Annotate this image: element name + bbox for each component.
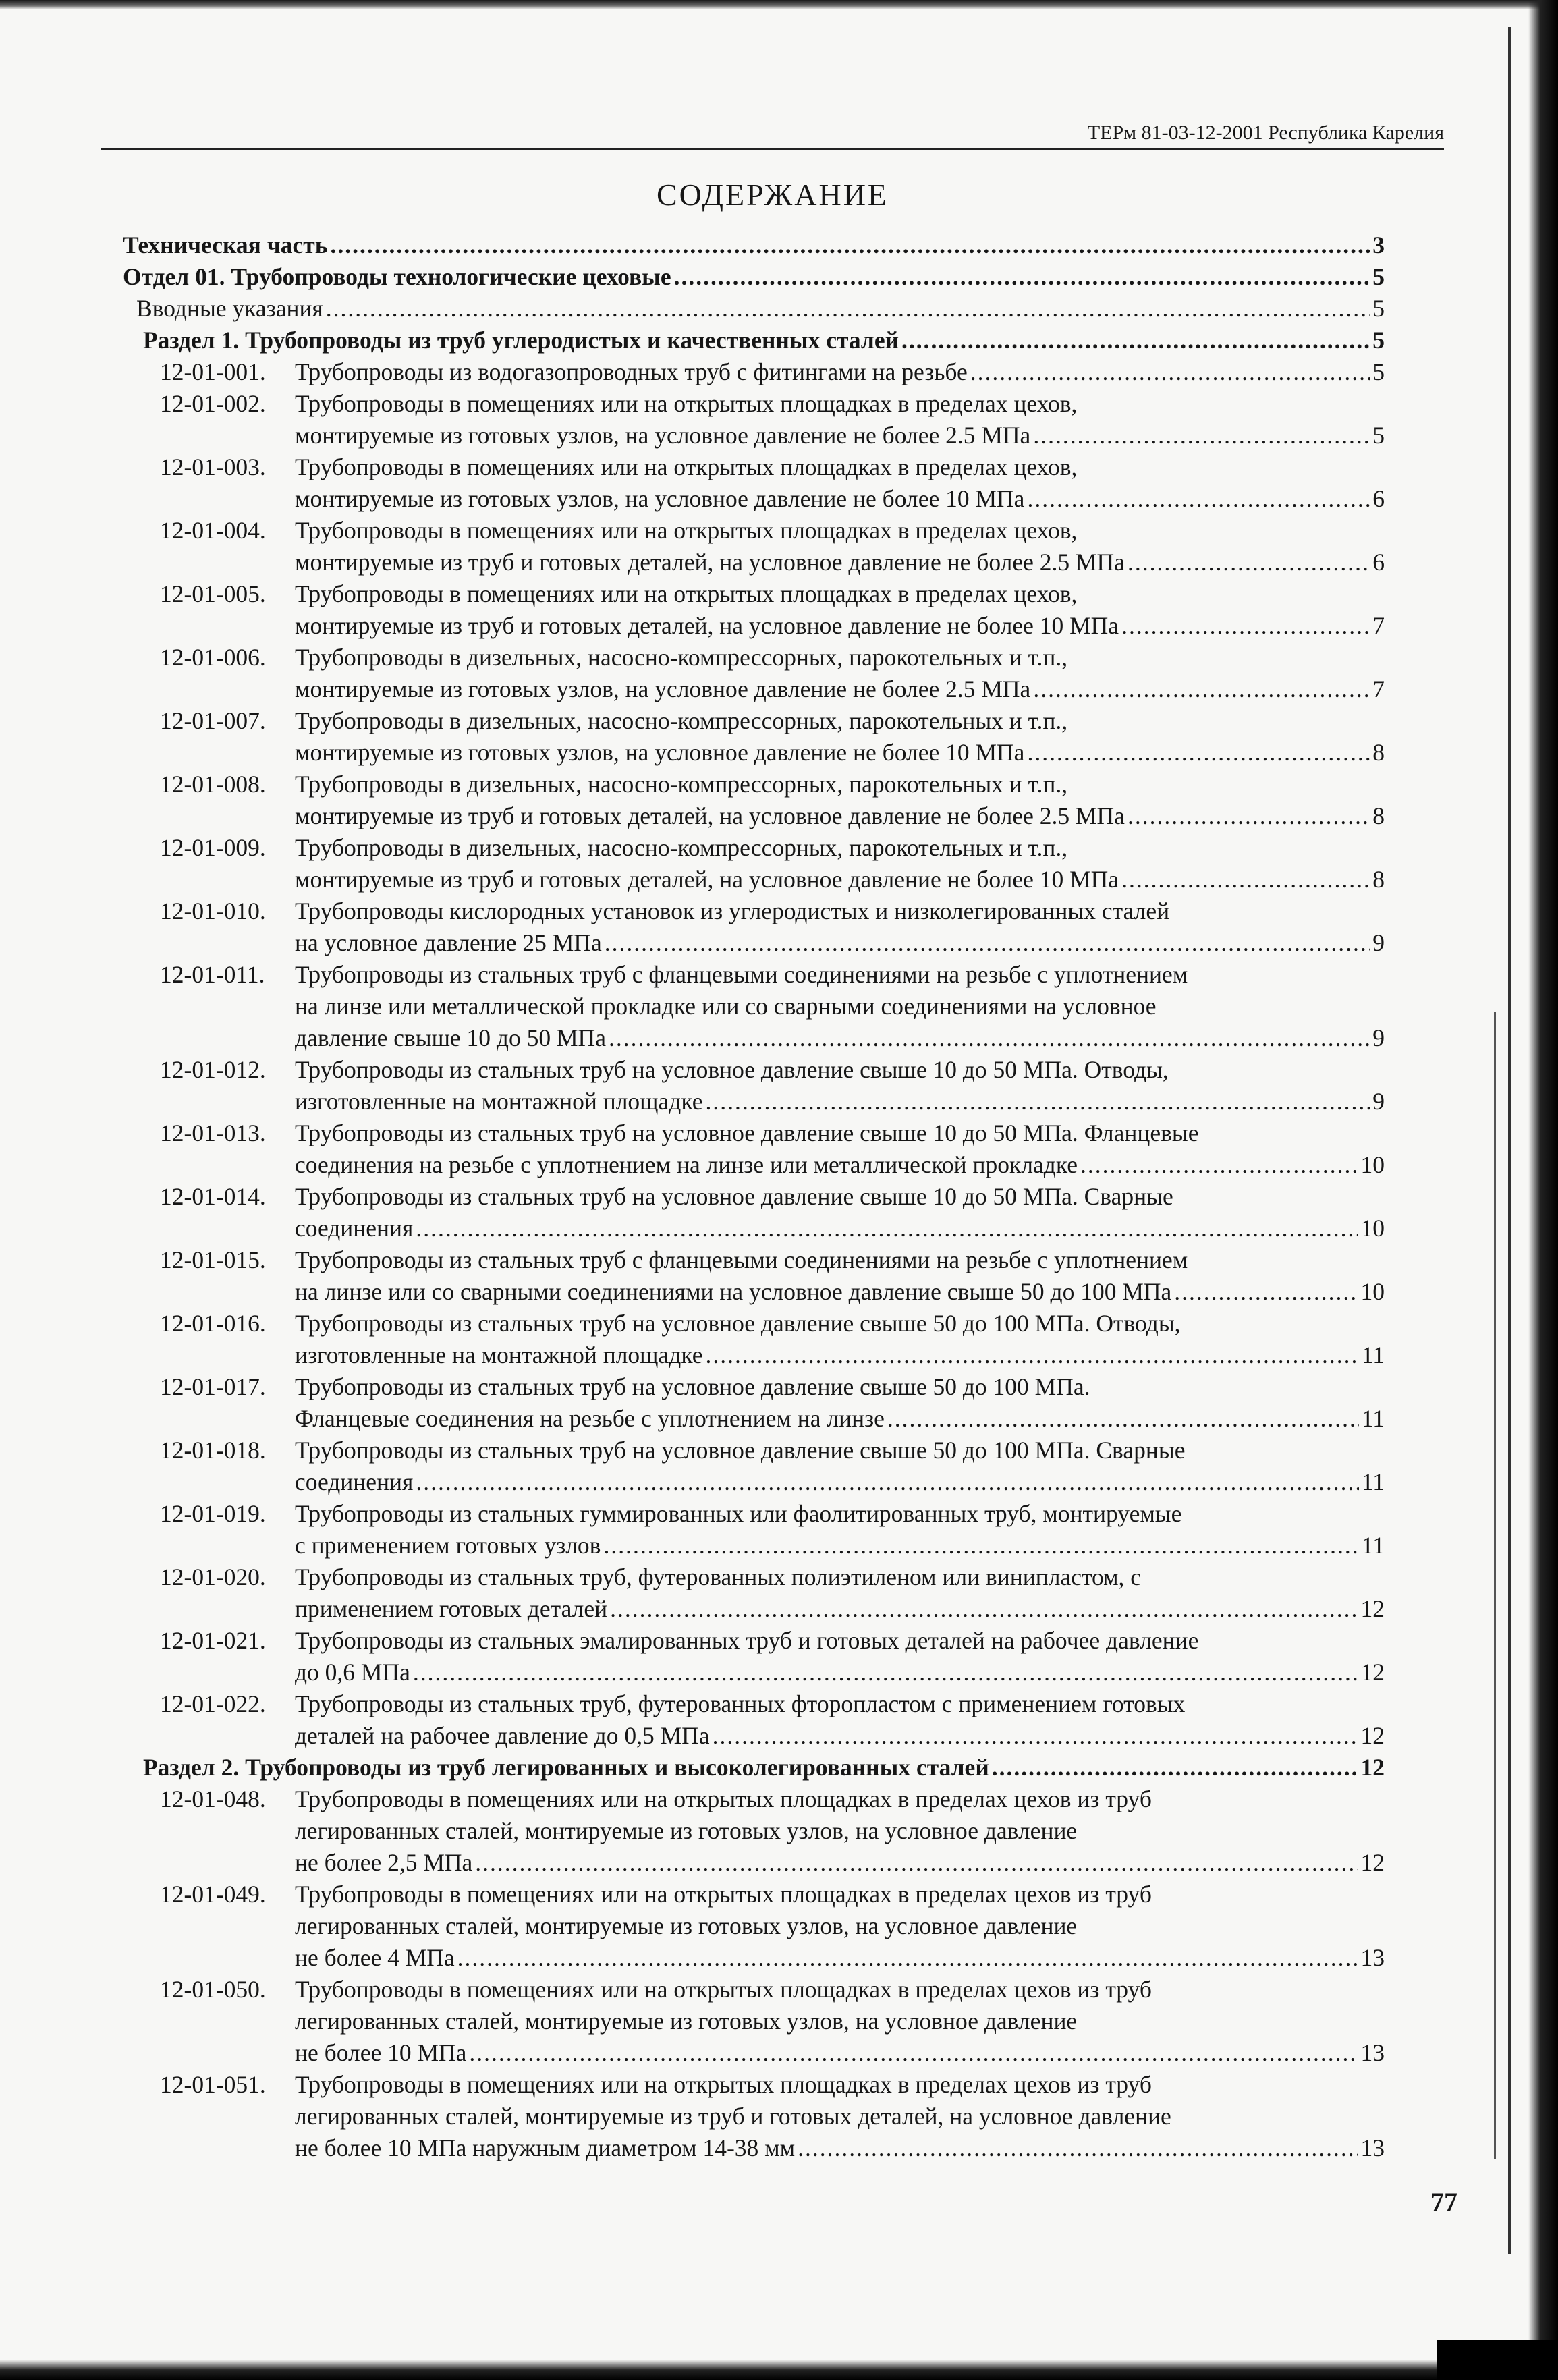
toc-entry-text: не более 10 МПа наружным диаметром 14-38 мм [295, 2134, 796, 2161]
toc-page-number: 13 [1360, 2039, 1385, 2066]
dot-leader [605, 927, 1370, 959]
toc-entry-text: Фланцевые соединения на резьбе с уплотнением на линзе [295, 1405, 885, 1432]
toc-entry-text: монтируемые из готовых узлов, на условное давление не более 2.5 МПа [295, 422, 1031, 449]
toc-entry-text: Отдел 01. Трубопроводы технологические цеховые [123, 263, 671, 290]
table-of-contents [123, 229, 1385, 2164]
toc-entry-code: 12-01-007. [160, 707, 266, 734]
toc-entry[interactable] [123, 642, 1385, 705]
dot-leader [705, 1086, 1370, 1117]
dot-leader [1121, 864, 1370, 895]
dot-leader [1128, 547, 1370, 578]
toc-entry-text: монтируемые из готовых узлов, на условное давление не более 10 МПа [295, 739, 1025, 766]
toc-entry-code: 12-01-017. [160, 1373, 266, 1400]
toc-entry-code: 12-01-014. [160, 1183, 266, 1210]
toc-entry[interactable] [123, 1783, 1385, 1879]
toc-entry-text: Трубопроводы из стальных труб с фланцевыми соединениями на резьбе с уплотнением [295, 961, 1188, 988]
toc-entry-text: давление свыше 10 до 50 МПа [295, 1024, 606, 1051]
toc-entry-text: Трубопроводы из стальных труб на условное давление свыше 10 до 50 МПа. Сварные [295, 1183, 1173, 1210]
toc-page-number: 6 [1372, 485, 1385, 512]
toc-entry-code: 12-01-013. [160, 1119, 266, 1146]
toc-entry[interactable] [123, 388, 1385, 451]
toc-entry-text: монтируемые из труб и готовых деталей, на условное давление не более 2.5 МПа [295, 549, 1125, 576]
toc-entry[interactable] [123, 1625, 1385, 1688]
dot-leader [475, 1847, 1358, 1879]
toc-entry[interactable] [123, 578, 1385, 642]
toc-entry-text: не более 2,5 МПа [295, 1849, 473, 1876]
toc-entry-text: Трубопроводы в дизельных, насосно-компрессорных, парокотельных и т.п., [295, 771, 1068, 798]
toc-page-number: 11 [1361, 1341, 1385, 1368]
toc-entry-text: Трубопроводы из стальных труб на условное давление свыше 10 до 50 МПа. Фланцевые [295, 1119, 1199, 1146]
dot-leader [610, 1593, 1358, 1625]
toc-page-number: 11 [1361, 1532, 1385, 1559]
dot-leader [1027, 483, 1370, 515]
toc-entry-code: 12-01-006. [160, 644, 266, 671]
toc-entry[interactable] [123, 1498, 1385, 1561]
toc-entry-text: Трубопроводы из стальных труб, футерованных фторопластом с применением готовых [295, 1690, 1186, 1717]
dot-leader [901, 325, 1370, 356]
toc-entry-code: 12-01-020. [160, 1563, 266, 1590]
dot-leader [887, 1403, 1359, 1435]
dot-leader [1128, 800, 1370, 832]
toc-entry-text: изготовленные на монтажной площадке [295, 1088, 703, 1115]
toc-page-number: 9 [1372, 929, 1385, 956]
toc-entry-text: не более 10 МПа [295, 2039, 467, 2066]
toc-entry[interactable] [123, 1752, 1385, 1783]
dot-leader [603, 1530, 1358, 1561]
toc-page-number: 11 [1361, 1405, 1385, 1432]
toc-page-number: 10 [1360, 1215, 1385, 1242]
toc-entry-text: Трубопроводы в помещениях или на открытых площадках в пределах цехов, [295, 580, 1078, 607]
toc-entry-text: на линзе или металлической прокладке или со сварными соединениями на условное [295, 993, 1157, 1020]
toc-entry-text: Трубопроводы в помещениях или на открытых площадках в пределах цехов из труб [295, 1786, 1152, 1812]
toc-entry-text: не более 4 МПа [295, 1944, 455, 1971]
toc-entry-code: 12-01-019. [160, 1500, 266, 1527]
toc-entry[interactable] [123, 895, 1385, 959]
toc-entry-text: Трубопроводы в дизельных, насосно-компрессорных, парокотельных и т.п., [295, 707, 1068, 734]
dot-leader [713, 1720, 1358, 1752]
toc-entry[interactable] [123, 356, 1385, 388]
toc-page-number: 12 [1360, 1659, 1385, 1686]
toc-entry[interactable] [123, 832, 1385, 895]
toc-entry[interactable] [123, 1688, 1385, 1752]
dot-leader [970, 356, 1370, 388]
dot-leader [705, 1339, 1358, 1371]
dot-leader [413, 1657, 1358, 1688]
toc-entry-text: Техническая часть [123, 231, 328, 258]
toc-page-number: 5 [1372, 358, 1385, 385]
toc-page-number: 5 [1372, 263, 1385, 290]
toc-entry-code: 12-01-012. [160, 1056, 266, 1083]
toc-entry[interactable] [123, 1435, 1385, 1498]
dot-leader [457, 1942, 1358, 1974]
toc-entry-text: монтируемые из труб и готовых деталей, на условное давление не более 10 МПа [295, 612, 1119, 639]
toc-entry-text: изготовленные на монтажной площадке [295, 1341, 703, 1368]
toc-entry-text: монтируемые из труб и готовых деталей, на условное давление не более 10 МПа [295, 866, 1119, 893]
toc-page-number: 11 [1361, 1468, 1385, 1495]
toc-entry[interactable] [123, 1371, 1385, 1435]
toc-entry-text: применением готовых деталей [295, 1595, 608, 1622]
toc-entry-text: Раздел 1. Трубопроводы из труб углеродистых и качественных сталей [143, 327, 899, 354]
toc-entry-text: монтируемые из труб и готовых деталей, на условное давление не более 2.5 МПа [295, 802, 1125, 829]
toc-entry-text: Трубопроводы из стальных труб, футерованных полиэтиленом или винипластом, с [295, 1563, 1142, 1590]
dot-leader [992, 1752, 1358, 1783]
toc-entry-code: 12-01-001. [160, 358, 266, 385]
toc-page-number: 7 [1372, 612, 1385, 639]
toc-entry-code: 12-01-051. [160, 2071, 266, 2098]
toc-entry[interactable] [123, 2069, 1385, 2164]
toc-entry-text: Трубопроводы из стальных труб на условное давление свыше 50 до 100 МПа. Сварные [295, 1437, 1186, 1464]
toc-entry[interactable] [123, 1561, 1385, 1625]
toc-entry-text: легированных сталей, монтируемые из готовых узлов, на условное давление [295, 1817, 1078, 1844]
toc-entry[interactable] [123, 293, 1385, 325]
scan-line [1508, 27, 1511, 2254]
toc-entry-text: Трубопроводы из стальных эмалированных труб и готовых деталей на рабочее давление [295, 1627, 1199, 1654]
dot-leader [1033, 420, 1370, 451]
toc-entry-text: монтируемые из готовых узлов, на условное давление не более 2.5 МПа [295, 675, 1031, 702]
toc-entry-text: до 0,6 МПа [295, 1659, 410, 1686]
toc-entry-text: Вводные указания [136, 295, 323, 322]
toc-page-number: 12 [1360, 1849, 1385, 1876]
scan-edge-top [0, 0, 1558, 9]
toc-entry-code: 12-01-049. [160, 1881, 266, 1908]
toc-entry[interactable] [123, 229, 1385, 261]
toc-page-number: 10 [1360, 1278, 1385, 1305]
toc-entry-text: соединения на резьбе с уплотнением на линзе или металлической прокладке [295, 1151, 1078, 1178]
toc-entry-text: Трубопроводы из стальных труб на условное давление свыше 10 до 50 МПа. Отводы, [295, 1056, 1169, 1083]
toc-entry-text: Трубопроводы в помещениях или на открытых площадках в пределах цехов, [295, 390, 1078, 417]
dot-leader [1174, 1276, 1358, 1308]
toc-entry[interactable] [123, 1974, 1385, 2069]
dot-leader [416, 1466, 1358, 1498]
toc-entry[interactable] [123, 515, 1385, 578]
toc-entry-code: 12-01-002. [160, 390, 266, 417]
toc-entry-text: на линзе или со сварными соединениями на условное давление свыше 50 до 100 МПа [295, 1278, 1172, 1305]
dot-leader [798, 2132, 1358, 2164]
scan-edge-bottom [0, 2360, 1558, 2380]
toc-entry[interactable] [123, 705, 1385, 769]
toc-entry-text: Трубопроводы из водогазопроводных труб с фитингами на резьбе [295, 358, 968, 385]
toc-entry-text: Трубопроводы из стальных труб с фланцевыми соединениями на резьбе с уплотнением [295, 1246, 1188, 1273]
dot-leader [1027, 737, 1370, 769]
toc-entry-text: Раздел 2. Трубопроводы из труб легированных и высоколегированных сталей [143, 1754, 989, 1781]
toc-page-number: 13 [1360, 1944, 1385, 1971]
toc-entry-text: на условное давление 25 МПа [295, 929, 602, 956]
dot-leader [1033, 673, 1370, 705]
toc-entry-text: легированных сталей, монтируемые из готовых узлов, на условное давление [295, 1912, 1078, 1939]
toc-entry-text: Трубопроводы в дизельных, насосно-компрессорных, парокотельных и т.п., [295, 834, 1068, 861]
toc-page-number: 9 [1372, 1024, 1385, 1051]
toc-page-number: 5 [1372, 295, 1385, 322]
toc-entry-text: с применением готовых узлов [295, 1532, 601, 1559]
toc-entry-text: соединения [295, 1215, 414, 1242]
toc-page-number: 12 [1360, 1754, 1385, 1781]
toc-entry-text: легированных сталей, монтируемые из труб и готовых деталей, на условное давление [295, 2103, 1171, 2130]
toc-entry-code: 12-01-003. [160, 453, 266, 480]
toc-page-number: 12 [1360, 1595, 1385, 1622]
toc-entry-code: 12-01-015. [160, 1246, 266, 1273]
dot-leader [330, 229, 1370, 261]
toc-entry[interactable] [123, 261, 1385, 293]
toc-page-number: 5 [1372, 422, 1385, 449]
toc-page-number: 13 [1360, 2134, 1385, 2161]
toc-entry-text: Трубопроводы в помещениях или на открытых площадках в пределах цехов, [295, 517, 1078, 544]
toc-entry[interactable] [123, 1879, 1385, 1974]
toc-page-number: 8 [1372, 866, 1385, 893]
dot-leader [1121, 610, 1370, 642]
toc-entry-text: Трубопроводы кислородных установок из углеродистых и низколегированных сталей [295, 897, 1170, 924]
toc-page-number: 7 [1372, 675, 1385, 702]
toc-entry-text: Трубопроводы в дизельных, насосно-компрессорных, парокотельных и т.п., [295, 644, 1068, 671]
toc-entry[interactable] [123, 451, 1385, 515]
toc-entry-text: Трубопроводы в помещениях или на открытых площадках в пределах цехов из труб [295, 1881, 1152, 1908]
scan-corner [1437, 2340, 1558, 2380]
toc-entry-code: 12-01-004. [160, 517, 266, 544]
dot-leader [469, 2037, 1358, 2069]
scan-line [1494, 1012, 1496, 2159]
document-header: ТЕРм 81-03-12-2001 Республика Карелия [101, 121, 1444, 150]
toc-entry[interactable] [123, 1117, 1385, 1181]
toc-entry[interactable] [123, 1308, 1385, 1371]
toc-entry[interactable] [123, 769, 1385, 832]
toc-page-number: 3 [1372, 231, 1385, 258]
toc-page-number: 9 [1372, 1088, 1385, 1115]
toc-page-number: 5 [1372, 327, 1385, 354]
toc-entry[interactable] [123, 959, 1385, 1054]
toc-entry-text: Трубопроводы в помещениях или на открытых площадках в пределах цехов из труб [295, 1976, 1152, 2003]
page-title: СОДЕРЖАНИЕ [656, 177, 889, 212]
toc-entry-text: соединения [295, 1468, 414, 1495]
toc-entry-code: 12-01-016. [160, 1310, 266, 1337]
toc-entry-text: Трубопроводы в помещениях или на открытых площадках в пределах цехов, [295, 453, 1078, 480]
dot-leader [1080, 1149, 1358, 1181]
page-number: 77 [1430, 2187, 1457, 2217]
toc-entry-text: Трубопроводы из стальных гуммированных или фаолитированных труб, монтируемые [295, 1500, 1182, 1527]
toc-entry-code: 12-01-005. [160, 580, 266, 607]
dot-leader [326, 293, 1370, 325]
dot-leader [609, 1022, 1370, 1054]
toc-entry-text: Трубопроводы в помещениях или на открытых площадках в пределах цехов из труб [295, 2071, 1152, 2098]
toc-entry-code: 12-01-018. [160, 1437, 266, 1464]
toc-page-number: 8 [1372, 802, 1385, 829]
toc-page-number: 12 [1360, 1722, 1385, 1749]
toc-entry-code: 12-01-008. [160, 771, 266, 798]
toc-entry-code: 12-01-048. [160, 1786, 266, 1812]
toc-entry-code: 12-01-011. [160, 961, 265, 988]
toc-page-number: 6 [1372, 549, 1385, 576]
toc-entry[interactable] [123, 1181, 1385, 1244]
toc-entry[interactable] [123, 325, 1385, 356]
toc-entry[interactable] [123, 1244, 1385, 1308]
toc-entry-text: Трубопроводы из стальных труб на условное давление свыше 50 до 100 МПа. Отводы, [295, 1310, 1181, 1337]
dot-leader [674, 261, 1370, 293]
toc-entry-text: Трубопроводы из стальных труб на условное давление свыше 50 до 100 МПа. [295, 1373, 1090, 1400]
toc-entry[interactable] [123, 1054, 1385, 1117]
toc-entry-code: 12-01-021. [160, 1627, 266, 1654]
dot-leader [416, 1213, 1358, 1244]
toc-entry-text: деталей на рабочее давление до 0,5 МПа [295, 1722, 710, 1749]
toc-page-number: 10 [1360, 1151, 1385, 1178]
toc-entry-text: монтируемые из готовых узлов, на условное давление не более 10 МПа [295, 485, 1025, 512]
toc-page-number: 8 [1372, 739, 1385, 766]
toc-entry-code: 12-01-010. [160, 897, 266, 924]
toc-entry-code: 12-01-050. [160, 1976, 266, 2003]
toc-entry-code: 12-01-022. [160, 1690, 266, 1717]
toc-entry-text: легированных сталей, монтируемые из готовых узлов, на условное давление [295, 2008, 1078, 2035]
scan-edge-right [1528, 0, 1558, 2380]
toc-entry-code: 12-01-009. [160, 834, 266, 861]
